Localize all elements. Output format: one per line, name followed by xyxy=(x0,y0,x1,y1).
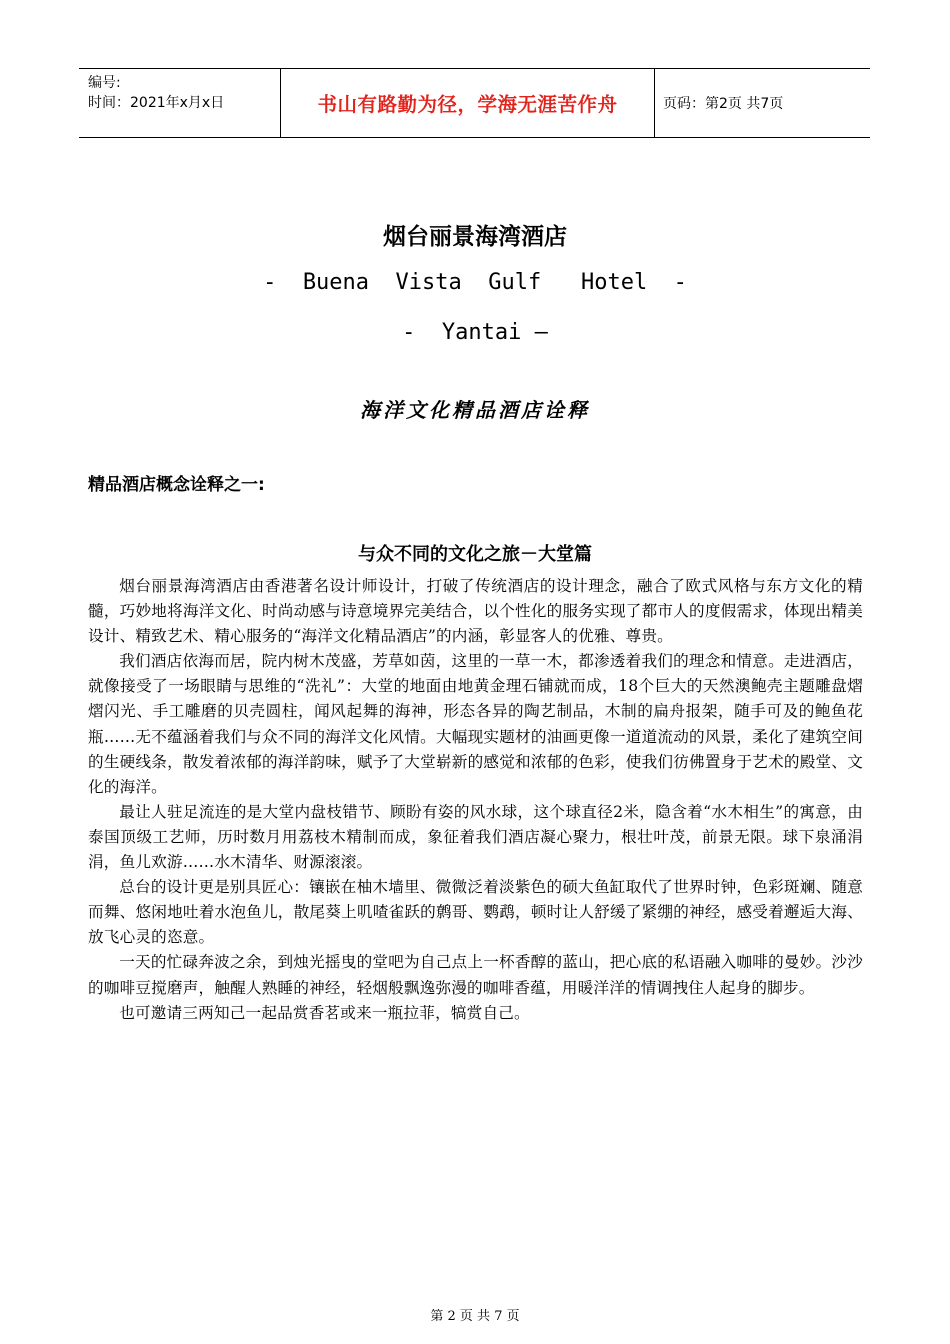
paragraph: 最让人驻足流连的是大堂内盘枝错节、顾盼有姿的风水球，这个球直径2米，隐含着“水木相生”的寓意，由泰国顶级工艺师，历时数月用荔枝木精制而成，象征着我们酒店凝心聚力，根壮叶茂，前景无限。球下泉涌涓涓，鱼儿欢游……水木清华、财源滚滚。 xyxy=(88,802,863,872)
document-title-english-line1: - Buena Vista Gulf Hotel - xyxy=(263,270,687,295)
header-info-cell xyxy=(79,69,281,137)
paragraph: 烟台丽景海湾酒店由香港著名设计师设计，打破了传统酒店的设计理念，融合了欧式风格与东方文化的精髓，巧妙地将海洋文化、时尚动感与诗意境界完美结合，以个性化的服务实现了都市人的度假需求，体现出精美设计、精致艺术、精心服务的“海洋文化精品酒店”的内涵，彰显客人的优雅、尊贵。 xyxy=(88,577,863,646)
paragraph: 一天的忙碌奔波之余，到烛光摇曳的堂吧为自己点上一杯香醇的蓝山，把心底的私语融入咖啡的曼妙。沙沙的咖啡豆搅磨声，触醒人熟睡的神经，轻烟般飘逸弥漫的咖啡香蕴，用暖洋洋的情调拽住人起身的脚步。 xyxy=(88,953,863,997)
body-text xyxy=(88,574,863,1026)
header-page-label: 页码：第2页 共7页 xyxy=(663,96,784,112)
header-motto: 书山有路勤为径，学海无涯苦作舟 xyxy=(281,69,655,137)
chapter-heading: 与众不同的文化之旅－大堂篇 xyxy=(358,544,592,565)
document-title: 烟台丽景海湾酒店 xyxy=(383,224,567,250)
paragraph: 我们酒店依海而居，院内树木茂盛，芳草如茵，这里的一草一木，都渗透着我们的理念和情意。走进酒店，就像接受了一场眼睛与思维的“洗礼”：大堂的地面由地黄金理石铺就而成，18个巨大的天然澳鲍壳主题雕盘熠熠闪光、手工雕磨的贝壳圆柱，闻风起舞的海神，形态各异的陶艺制品，木制的扁舟报架，随手可及的鲍鱼花瓶……无不蕴涵着我们与众不同的海洋文化风情。大幅现实题材的油画更像一道道流动的风景，柔化了建筑空间的生硬线条，散发着浓郁的海洋韵味，赋予了大堂崭新的感觉和浓郁的色彩，使我们彷佛置身于艺术的殿堂、文化的海洋。 xyxy=(88,652,863,796)
time-label: 时间：2021年x月x日 xyxy=(88,95,225,111)
paragraph: 总台的设计更是别具匠心：镶嵌在柚木墙里、微微泛着淡紫色的硕大鱼缸取代了世界时钟，色彩斑斓、随意而舞、悠闲地吐着水泡鱼儿，散尾葵上叽喳雀跃的鹩哥、鹦鹉，顿时让人舒缓了紧绷的神经，感受着邂逅大海、放飞心灵的恣意。 xyxy=(88,878,863,947)
section-heading: 精品酒店概念诠释之一: xyxy=(88,475,265,495)
document-subtitle: 海洋文化精品酒店诠释 xyxy=(360,398,590,422)
paragraph: 也可邀请三两知己一起品赏香茗或来一瓶拉菲，犒赏自己。 xyxy=(119,1003,530,1022)
page-footer: 第 2 页 共 7 页 xyxy=(430,1309,520,1324)
number-label: 编号: xyxy=(88,75,121,91)
header-table xyxy=(79,68,870,138)
document-title-english-line2: - Yantai – xyxy=(402,320,548,345)
